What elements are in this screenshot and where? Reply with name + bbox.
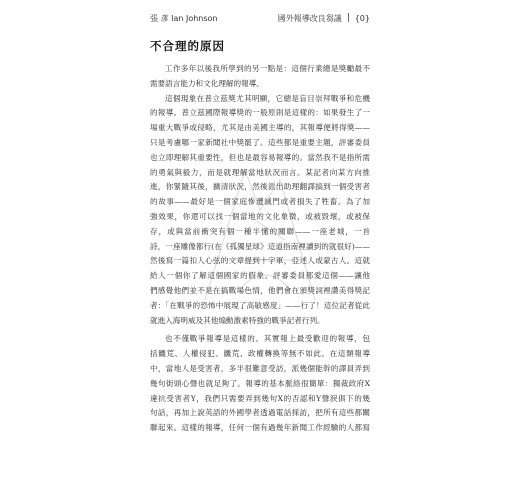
text-line: 場重大戰爭或侵略，尤其是由美國主導的，其報導便將得獎——	[150, 123, 370, 133]
section-title: 不合理的原因	[150, 39, 225, 53]
text-line: 句話，再加上說英語的外國學者透過電話採訪，把所有這些都關	[150, 408, 370, 418]
text-line: 中，當地人是受害者，多半很難意受訪，派幾個能幹的譯員弄到	[150, 363, 370, 373]
text-line: 聯起來。這樣的報導，任何一個有過幾年新聞工作經驗的人都寫	[150, 423, 370, 433]
header-separator	[348, 13, 349, 22]
header-right	[278, 12, 370, 26]
text-line: 詩，一座雕像都行(在《孤獨星球》這道指南裡讀到的就很好)——	[150, 241, 370, 251]
text-line: 只是考慮哪一家新聞社中獎罷了。這些都是重要主題，評審委員	[150, 137, 370, 147]
text-line: 進，你緊隨其後，擴清狀況，然後派出助理翻譯搞到一個受害者	[150, 182, 370, 192]
text-line: 幾句街頭心聲也就足夠了。報導的基本脈絡很簡單：獨裁政府X	[150, 378, 370, 388]
text-line: 者：「在戰爭的恐怖中展現了高敏感度」——行了！這位記者從此	[150, 300, 370, 310]
header-page-number: {0}	[354, 14, 370, 23]
text-line: 就進入海明威及其他煽動激素特強的戰爭記者行列。	[150, 315, 325, 325]
text-line: 給人一個你了解這個國家的假象。評審委員都愛這個——讓他	[150, 271, 370, 281]
text-line: 這個現象在普立茲獎尤其明顯，它總是盲目崇拜戰爭和危機	[165, 93, 370, 103]
running-header	[150, 12, 370, 26]
text-line: 工作多年以後我所學到的另一點是：這個行業總是獎勵最不	[165, 64, 370, 73]
text-line: 的勇氣與毅力，而是就理解當地狀況而言。某記者向某方向推	[150, 167, 370, 177]
text-line: 違抗受害者Y，我們只需要弄到幾句X的否認和Y聲淚俱下的幾	[150, 393, 370, 403]
paragraph-1	[150, 62, 370, 92]
article-body	[150, 62, 370, 436]
text-line: 也不僅戰爭報導是這樣的。其實報上最受歡迎的報導，包	[165, 334, 370, 344]
text-line: 括饑荒、人權侵犯、饑荒、政權轉換等無不如此。在這類報導	[150, 349, 370, 359]
header-author: 張 彥 Ian Johnson	[150, 14, 218, 23]
header-book-title: 國外報導改良芻議	[277, 14, 342, 23]
text-line: 的故事——最好是一個家庭慘遭滅門或者損失了牲畜。為了加	[150, 197, 370, 207]
text-line: 強效果，你還可以找一個當地的文化象徵，或被毀壞，或被保	[150, 211, 370, 221]
text-line: 存，或與當前衝突有個一種半懂的關聯——一座老城，一首	[150, 226, 370, 236]
text-line: 也立即理解其重要性，但也是最容易報導的。當然我不是指所需	[150, 152, 370, 162]
text-line: 們感覺他們並不是在搞戰場色情，他們會在頒獎詞裡讚美得獎記	[150, 285, 370, 295]
text-line: 需要語言能力和文化理解的報導。	[150, 78, 264, 88]
text-line: 的報導。普立茲國際報導獎的一般原則是這樣的：如果發生了一	[150, 108, 370, 118]
paragraph-2	[150, 92, 370, 329]
paragraph-3	[150, 332, 370, 436]
text-line: 然後寫一篇扣人心弦的文章提到十字軍，亞述人或蒙古人。這就	[150, 256, 370, 266]
